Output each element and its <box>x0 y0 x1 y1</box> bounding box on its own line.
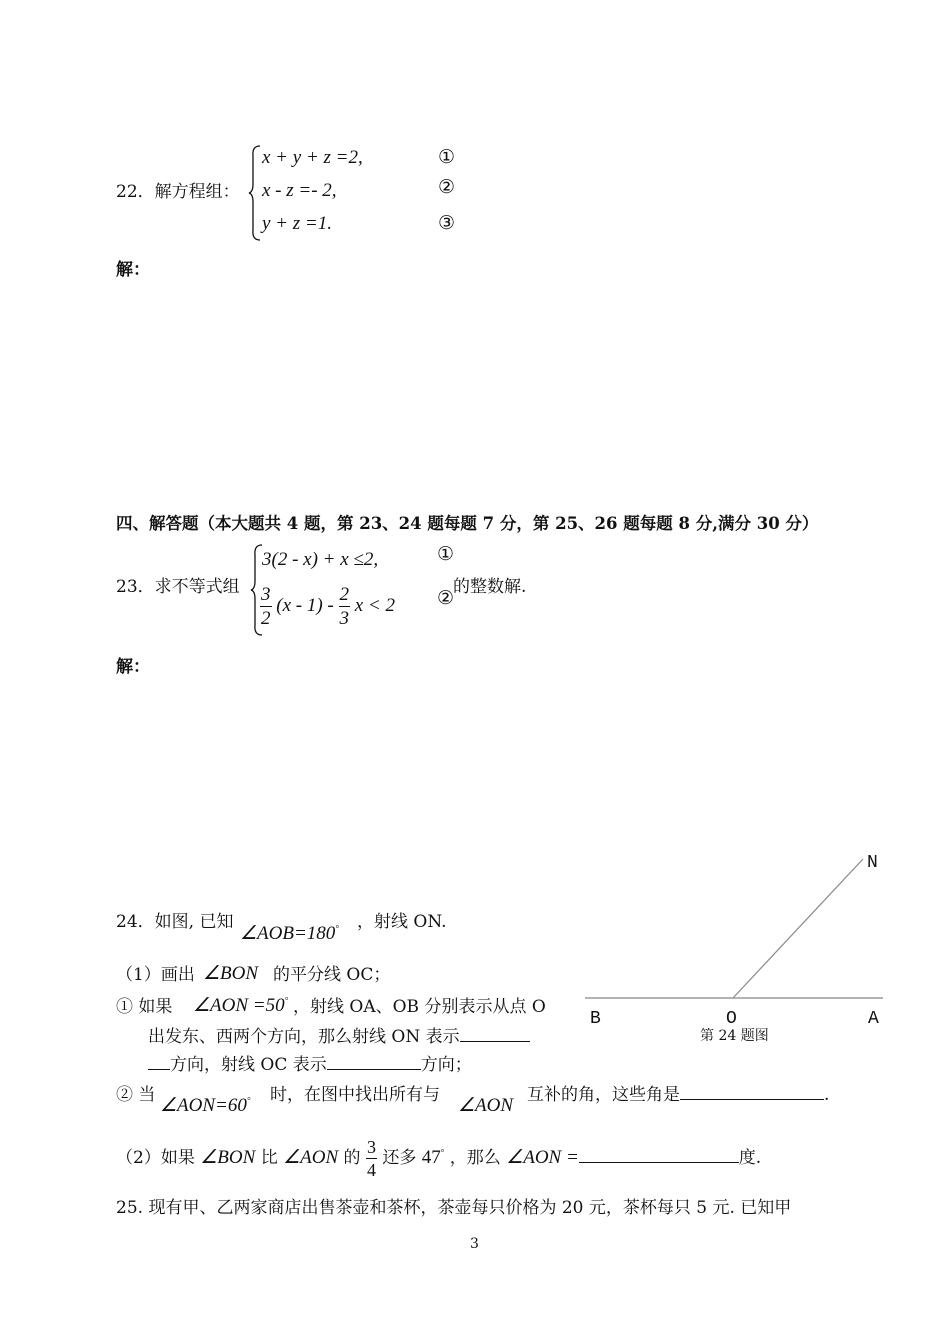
q24-sub2-mid: 时，在图中找出所有与 <box>270 1085 440 1105</box>
q24-angle-aob: ∠AOB=180° <box>240 923 339 944</box>
q22-label: 22．解方程组： <box>116 182 240 202</box>
q24-part2-angle3: ∠AON = <box>506 1147 579 1168</box>
q22-eq3: y + z =1. <box>262 213 332 234</box>
label-a: A <box>868 1009 879 1029</box>
q22-mark3: ③ <box>438 212 456 234</box>
label-b: B <box>590 1009 601 1029</box>
label-n: N <box>867 853 878 873</box>
q23-answer-label: 解： <box>116 657 150 677</box>
q24-sub1-mid: ，射线 OA、OB 分别表示从点 O <box>293 997 546 1017</box>
q24-part1-angle: ∠BON <box>203 963 259 984</box>
q24-sub1-line2: 出发东、西两个方向，那么射线 ON 表示 <box>148 1022 530 1047</box>
answer-blank-oc-direction[interactable] <box>327 1051 421 1070</box>
q23-mark1: ① <box>437 543 455 565</box>
q22-mark1: ① <box>438 146 456 168</box>
answer-blank-on-direction-2[interactable] <box>148 1051 170 1070</box>
q24-part2-deg: 47° <box>421 1147 445 1168</box>
q24-sub2-end: 互补的角，这些角是 . <box>527 1080 829 1105</box>
q24-part1: （1）画出 <box>116 965 195 985</box>
answer-blank-aon-degrees[interactable] <box>579 1144 739 1163</box>
q23-suffix: 的整数解. <box>453 577 527 597</box>
q24-part2-angle1: ∠BON <box>200 1147 256 1168</box>
q24-intro-end: ，射线 ON. <box>357 912 447 932</box>
q24-sub2-angle2: ∠AON <box>458 1095 514 1116</box>
answer-blank-on-direction-1[interactable] <box>460 1023 530 1042</box>
q24-sub1-line3: 方向，射线 OC 表示 方向； <box>148 1050 472 1075</box>
q24-sub1-start: ① 如果 <box>116 997 173 1017</box>
q22-brace <box>248 144 262 242</box>
q24-sub1-angle: ∠AON =50° <box>193 995 289 1016</box>
page-number: 3 <box>470 1236 479 1252</box>
q24-figure-caption: 第 24 题图 <box>700 1028 769 1044</box>
q24-part2: （2）如果 ∠BON 比 ∠AON 的 $\frac{3}{4}$ 还多 47° ，那么 ∠AON = 度. <box>116 1137 762 1180</box>
q23-label: 23．求不等式组 <box>116 577 240 597</box>
q23-frac1: $\frac{3}{2}$ <box>261 584 271 629</box>
q24-sub2-start: ② 当 <box>116 1085 156 1105</box>
q24-figure <box>580 845 900 1045</box>
q23-ineq1: 3(2 - x) + x ≤2, <box>262 549 379 570</box>
q24-part2-angle2: ∠AON <box>283 1147 339 1168</box>
q22-eq2: x - z =- 2, <box>262 180 337 201</box>
q23-ineq2-end: x < 2 <box>354 594 396 616</box>
q23-ineq2-mid: (x - 1) - <box>276 594 334 616</box>
ray-on <box>733 859 863 998</box>
q22-mark2: ② <box>438 176 456 198</box>
label-o: O <box>726 1009 737 1029</box>
q24-part1-end: 的平分线 OC； <box>273 965 391 985</box>
q24-part2-frac: $\frac{3}{4}$ <box>366 1137 376 1180</box>
q22-answer-label: 解： <box>116 260 150 280</box>
q24-sub2-angle: ∠AON=60° <box>160 1095 251 1116</box>
q23-ineq2 <box>260 585 395 628</box>
answer-blank-supplementary-angles[interactable] <box>680 1081 824 1100</box>
section4-heading: 四、解答题（本大题共 4 题，第 23、24 题每题 7 分，第 25、26 题每题 8 分,满分 30 分） <box>116 514 819 533</box>
q23-mark2: ② <box>437 587 455 609</box>
q25-text: 25. 现有甲、乙两家商店出售茶壶和茶杯，茶壶每只价格为 20 元，茶杯每只 5 元. 已知甲 <box>116 1198 792 1218</box>
q24-intro: 24．如图, 已知 <box>116 912 234 932</box>
q22-eq1: x + y + z =2, <box>262 147 363 168</box>
q23-frac2: $\frac{2}{3}$ <box>339 584 349 629</box>
